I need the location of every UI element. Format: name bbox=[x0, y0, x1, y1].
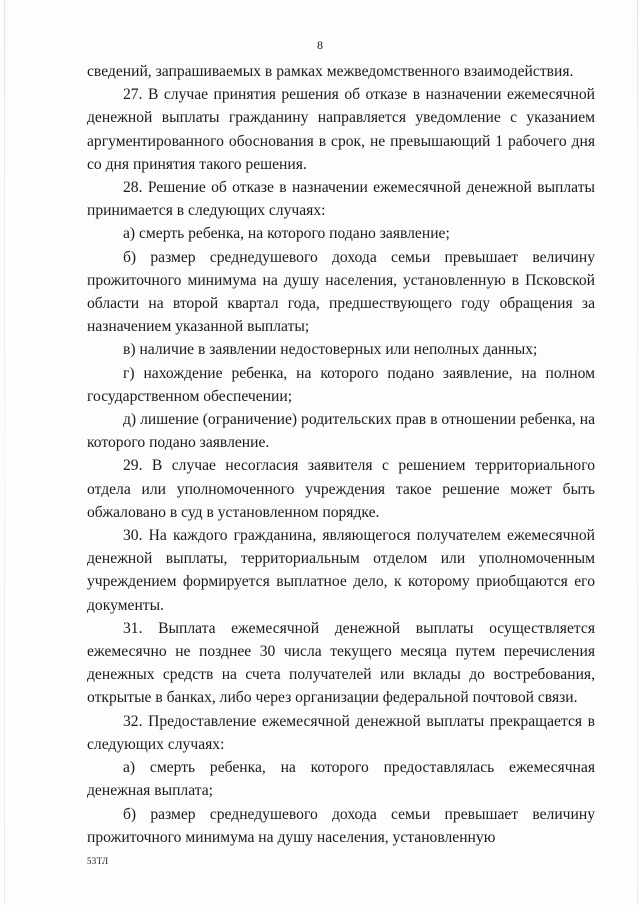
paragraph-27: 27. В случае принятия решения об отказе в назначении ежемесячной денежной выплаты гражданину направляется уведомление с указанием аргументированного обоснования в срок, не превышающий 1 рабочего дня со дня принятия такого решения. bbox=[87, 86, 595, 173]
paragraph-31: 31. Выплата ежемесячной денежной выплаты осуществляется ежемесячно не позднее 30 числа текущего месяца путем перечисления денежных средств на счета получателей или вклады до востребования, открытые в банках, либо через организации федеральной почтовой связи. bbox=[87, 619, 595, 707]
paragraph-28-b: б) размер среднедушевого дохода семьи превышает величину прожиточного минимума на душу населения, установленную в Псковской области на второй квартал года, предшествующего году обращения за назначением указанной выплаты; bbox=[87, 248, 595, 336]
paragraph-30: 30. На каждого гражданина, являющегося получателем ежемесячной денежной выплаты, территориальным отделом или уполномоченным учреждением формируется выплатное дело, к которому приобщаются его документы. bbox=[87, 527, 595, 614]
document-body bbox=[87, 60, 595, 849]
paragraph-29: 29. В случае несогласия заявителя с решением территориального отдела или уполномоченного учреждения такое решение может быть обжаловано в суд в установленном порядке. bbox=[87, 457, 595, 521]
paragraph-28-v: в) наличие в заявлении недостоверных или неполных данных; bbox=[123, 341, 538, 359]
paragraph-continuation: сведений, запрашиваемых в рамках межведомственного взаимодействия. bbox=[87, 63, 574, 80]
paragraph-28-a: а) смерть ребенка, на которого подано заявление; bbox=[123, 225, 450, 243]
paragraph-28-g: г) нахождение ребенка, на которого подано заявление, на полном государственном обеспечении; bbox=[87, 364, 595, 405]
paragraph-32-a: а) смерть ребенка, на которого предоставлялась ежемесячная денежная выплата; bbox=[87, 759, 595, 800]
page-number: 8 bbox=[317, 38, 323, 52]
paragraph-32: 32. Предоставление ежемесячной денежной выплаты прекращается в следующих случаях: bbox=[87, 712, 595, 753]
paragraph-32-b: б) размер среднедушевого дохода семьи превышает величину прожиточного минимума на душу населения, установленную bbox=[87, 805, 595, 846]
footer-code: 53ТЛ bbox=[87, 856, 109, 866]
scan-edge-left bbox=[4, 0, 5, 905]
scan-edge-right bbox=[637, 0, 638, 905]
paragraph-28: 28. Решение об отказе в назначении ежемесячной денежной выплаты принимается в следующих случаях: bbox=[87, 179, 595, 220]
paragraph-28-d: д) лишение (ограничение) родительских прав в отношении ребенка, на которого подано заявление. bbox=[87, 411, 595, 452]
